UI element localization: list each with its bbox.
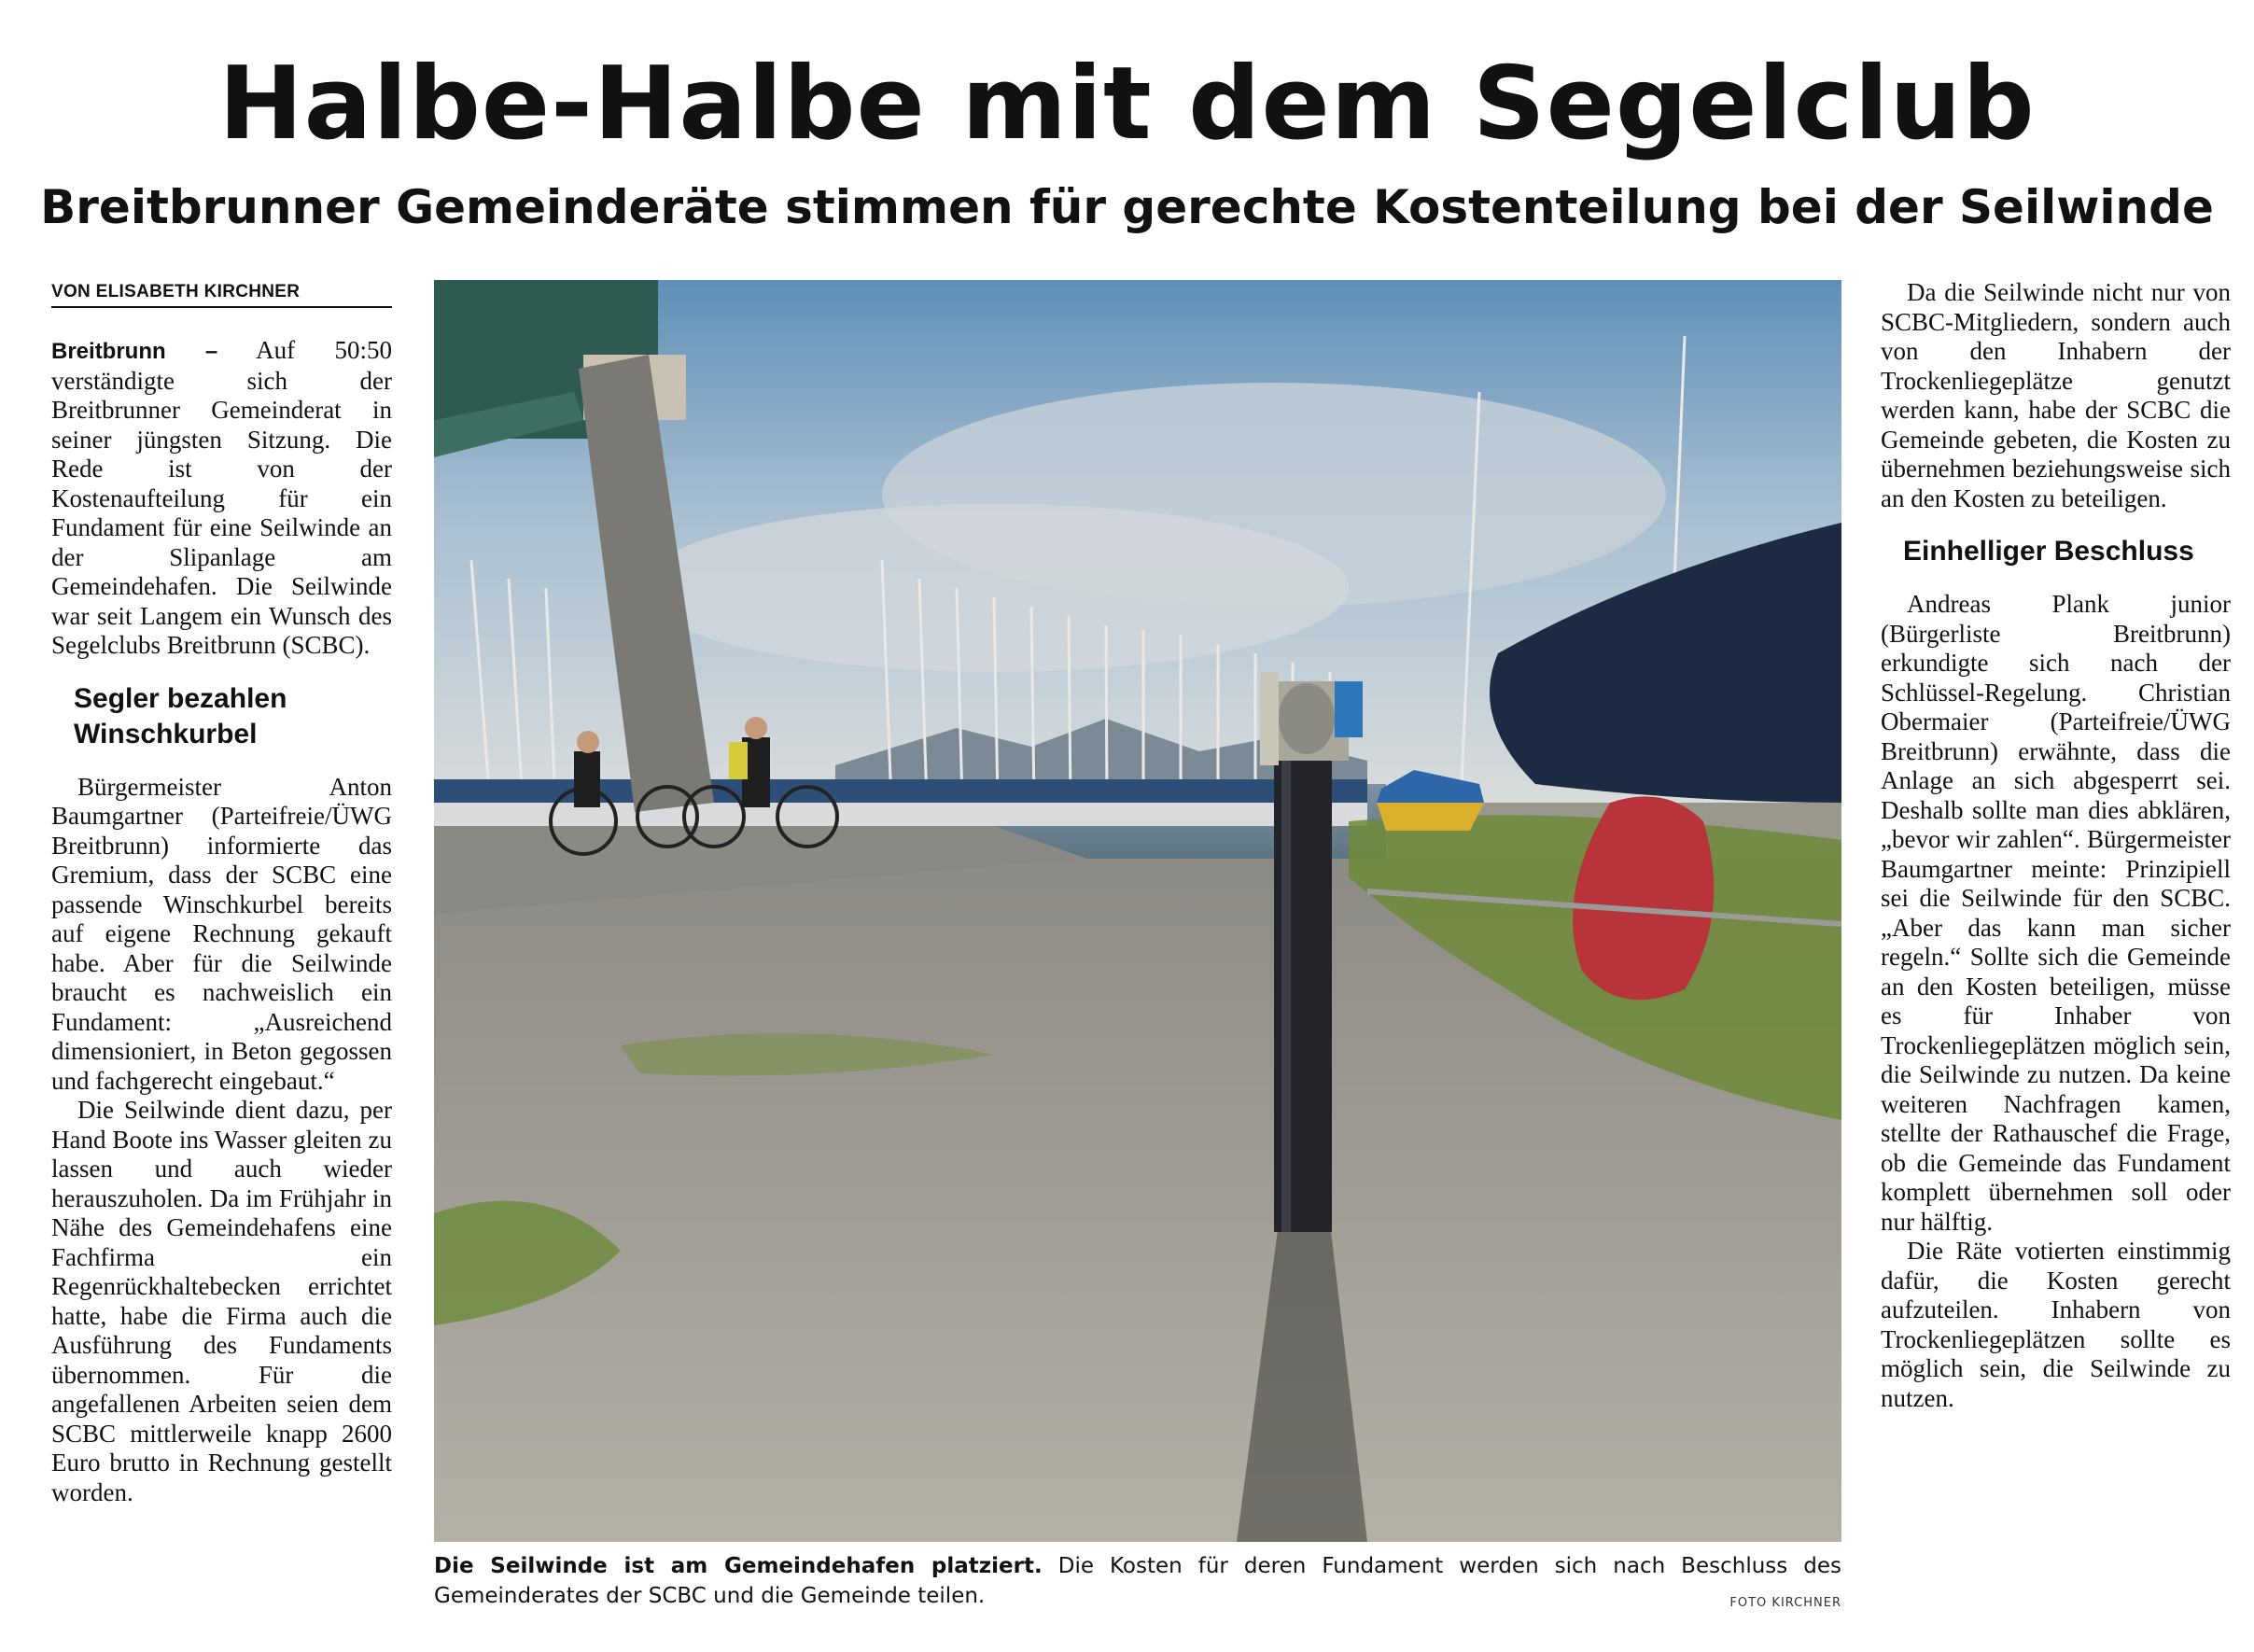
subhead-beschluss: Einhelliger Beschluss — [1903, 536, 2194, 567]
paragraph-4: Andreas Plank junior (Bürgerliste Breitbrunn) erkundigte sich nach der Schlüssel-Regelung. Christian Obermaier (Parteifreie/ÜWG Breitbrunn) erwähnte, dass die Anlage an sich abgesperrt sei. Deshalb sollte man dies abklären, „bevor wir zahlen“. Bürgermeister Baumgartner meinte: Prinzipiell sei die Seilwinde für den SCBC. „Aber das kann man sicher regeln.“ Sollte sich die Gemeinde an den Kosten beteiligen, müsse es für Inhaber von Trockenliegeplätzen möglich sein, die Seilwinde zu nutzen. Da keine weiteren Nachfragen kamen, stellte der Rathauschef die Frage, ob die Gemeinde das Fundament komplett übernehmen soll oder nur hälftig. — [1881, 590, 2231, 1236]
headline: Halbe-Halbe mit dem Segelclub — [218, 46, 2036, 162]
subhead-segler: Segler bezahlen Winschkurbel — [74, 682, 287, 749]
article-column-right — [1881, 278, 2231, 1413]
byline: VON ELISABETH KIRCHNER — [51, 282, 392, 308]
paragraph-5: Die Räte votierten einstimmig dafür, die Kosten gerecht aufzuteilen. Inhabern von Trockenliegeplätzen sollte es möglich sein, die Seilwinde zu nutzen. — [1881, 1237, 2231, 1412]
paragraph-2: Die Seilwinde dient dazu, per Hand Boote ins Wasser gleiten zu lassen und auch wieder herauszuholen. Da im Frühjahr in Nähe des Gemeindehafens eine Fachfirma ein Regenrückhaltebecken errichtet hatte, habe die Firma auch die Ausführung des Fundaments übernommen. Für die angefallenen Arbeiten seien dem SCBC mittlerweile knapp 2600 Euro brutto in Rechnung gestellt worden. — [51, 1096, 392, 1506]
lead-text: Auf 50:50 verständigte sich der Breitbrunner Gemeinderat in seiner jüngsten Sitzung. Die Rede ist von der Kostenaufteilung für ein Fundament für eine Seilwinde an der Slipanlage am Gemeindehafen. Die Seilwinde war seit Langem ein Wunsch des Segelclubs Breitbrunn (SCBC). — [51, 336, 392, 659]
caption-bold: Die Seilwinde ist am Gemeindehafen platziert. — [434, 1554, 1043, 1578]
winch-drum — [1260, 672, 1363, 765]
subheadline: Breitbrunner Gemeinderäte stimmen für gerechte Kostenteilung bei der Seilwinde — [40, 180, 2214, 234]
dateline: Breitbrunn – — [51, 339, 218, 364]
paragraph-1: Bürgermeister Anton Baumgartner (Parteifreie/ÜWG Breitbrunn) informierte das Gremium, dass der SCBC eine passende Winschkurbel bereits auf eigene Rechnung gekauft habe. Aber für die Seilwinde braucht es nachweislich ein Fundament: „Ausreichend dimensioniert, in Beton gegossen und fachgerecht eingebaut.“ — [51, 772, 392, 1095]
article-column-left — [51, 336, 392, 1507]
paragraph-3: Da die Seilwinde nicht nur von SCBC-Mitgliedern, sondern auch von den Inhabern der Trockenliegeplätze genutzt werden kann, habe der SCBC die Gemeinde gebeten, die Kosten zu übernehmen beziehungsweise sich an den Kosten zu beteiligen. — [1881, 278, 2231, 512]
caption-text: Die Kosten für deren Fundament werden sich nach Beschluss des Gemeinderates der SCBC und die Gemeinde teilen. — [434, 1554, 1841, 1608]
harbor-winch-illustration — [434, 280, 1841, 1542]
article-photo — [434, 280, 1841, 1542]
photo-credit: FOTO KIRCHNER — [1729, 1596, 1841, 1610]
lead-paragraph — [51, 336, 392, 661]
